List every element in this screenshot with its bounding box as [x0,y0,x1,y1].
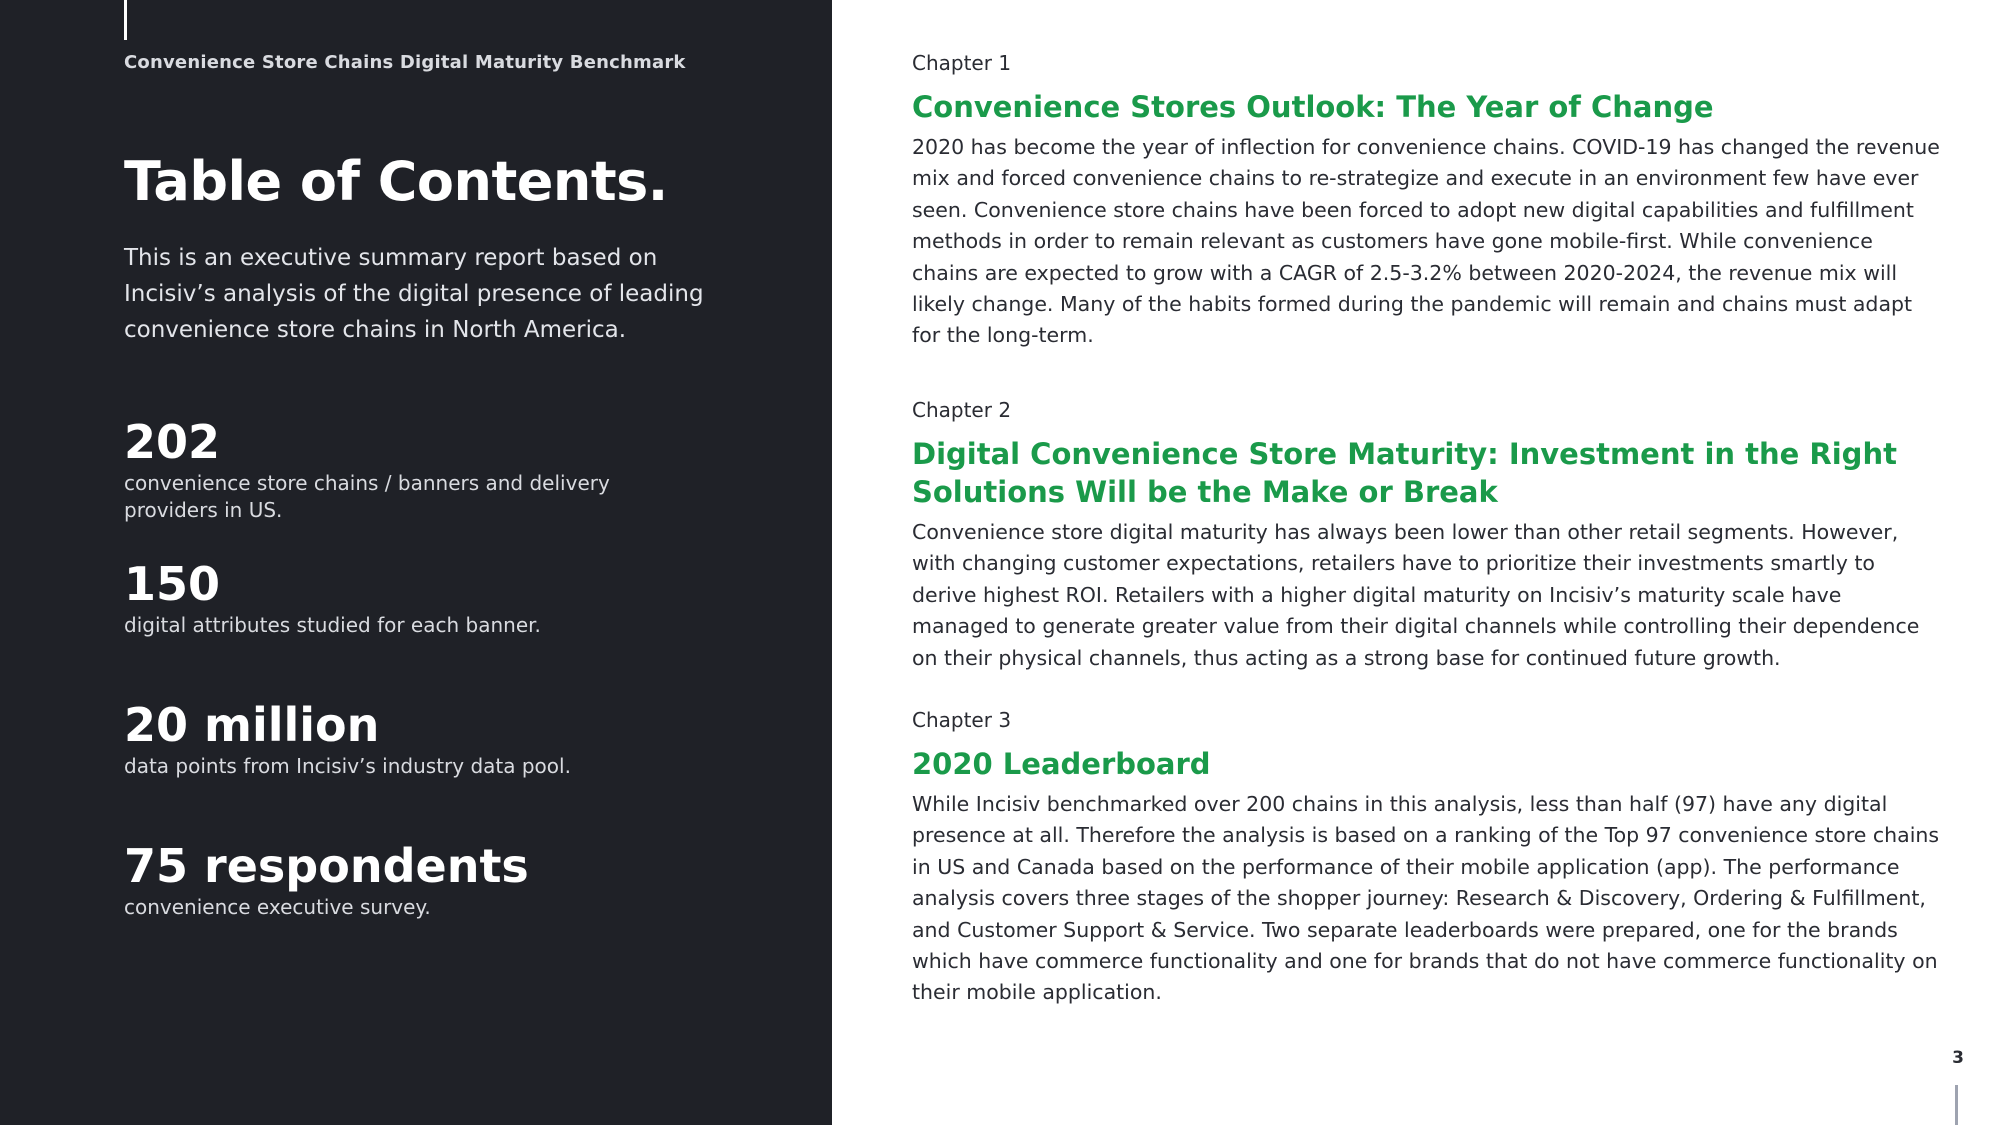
stat-respondents [124,838,684,921]
page-number: 3 [1952,1048,1964,1068]
chapter-2 [912,397,1942,674]
chapter-body: Convenience store digital maturity has always been lower than other retail segments. However, with changing customer expectations, retailers have to prioritize their investments smartly to derive highest ROI. Retailers with a higher digital maturity on Incisiv’s maturity scale have managed to generate greater value from their digital channels while controlling their dependence on their physical channels, thus acting as a strong base for continued future growth. [912,520,1920,670]
chapter-3 [912,707,1942,1009]
stat-value: 20 million [124,698,380,752]
bottom-divider [1955,1085,1958,1125]
page-title: Table of Contents. [124,150,668,213]
stat-value: 75 respondents [124,839,529,893]
stat-attributes [124,556,684,639]
stat-description: convenience store chains / banners and delivery providers in US. [124,471,610,522]
stat-value: 202 [124,415,221,469]
chapter-title: Convenience Stores Outlook: The Year of Change [912,90,1714,124]
intro-text: This is an executive summary report based on Incisiv’s analysis of the digital presence of leading convenience store chains in North America. [124,245,704,343]
top-divider [124,0,127,40]
report-title: Convenience Store Chains Digital Maturity Benchmark [124,52,686,73]
stat-chains [124,414,684,524]
stat-description: digital attributes studied for each banner. [124,613,541,637]
summary-panel [0,0,832,1125]
chapter-1 [912,50,1942,352]
chapter-body: 2020 has become the year of inflection for convenience chains. COVID-19 has changed the revenue mix and forced convenience chains to re-strategize and execute in an environment few have ever seen. Convenience store chains have been forced to adopt new digital capabilities and fulfillment methods in order to remain relevant as customers have gone mobile-first. While convenience chains are expected to grow with a CAGR of 2.5-3.2% between 2020-2024, the revenue mix will likely change. Many of the habits formed during the pandemic will remain and chains must adapt for the long-term. [912,135,1940,348]
chapter-label: Chapter 1 [912,51,1012,75]
stat-data-points [124,697,684,780]
chapter-label: Chapter 3 [912,708,1012,732]
chapter-label: Chapter 2 [912,398,1012,422]
chapters-list [912,0,1942,1125]
stat-value: 150 [124,557,221,611]
chapter-body: While Incisiv benchmarked over 200 chains in this analysis, less than half (97) have any digital presence at all. Therefore the analysis is based on a ranking of the Top 97 convenience store chains in US and Canada based on the performance of their mobile application (app). The performance analysis covers three stages of the shopper journey: Research & Discovery, Ordering & Fulfillment, and Customer Support & Service. Two separate leaderboards were prepared, one for the brands which have commerce functionality and one for brands that do not have commerce functionality on their mobile application. [912,792,1940,1005]
chapter-title: Digital Convenience Store Maturity: Investment in the Right Solutions Will be the Make or Break [912,437,1897,509]
stat-description: convenience executive survey. [124,895,431,919]
chapter-title: 2020 Leaderboard [912,747,1211,781]
stat-description: data points from Incisiv’s industry data pool. [124,754,571,778]
